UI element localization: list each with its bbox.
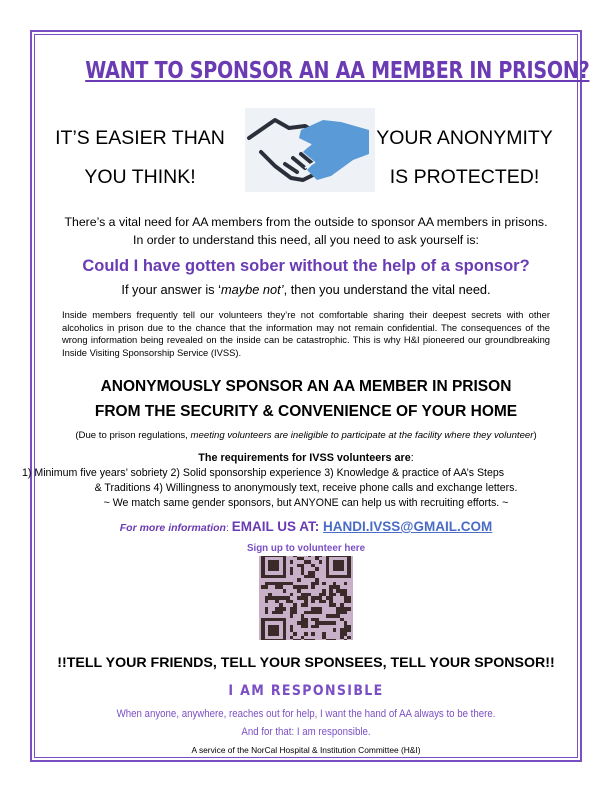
tell-friends-banner: !!TELL YOUR FRIENDS, TELL YOUR SPONSEES, TELL YOUR SPONSOR!! [57, 655, 555, 671]
qr-module [347, 639, 351, 640]
key-question: Could I have gotten sober without the help of a sponsor? [82, 257, 530, 275]
requirements-heading [40, 452, 572, 464]
intro-line1: There’s a vital need for AA members from the outside to sponsor AA members in prisons. [64, 215, 548, 229]
answer-line [40, 282, 572, 297]
right-tagline-line2: IS PROTECTED! [389, 166, 540, 188]
regulation-before: (Due to prison regulations, [75, 430, 191, 441]
page-title: WANT TO SPONSOR AN AA MEMBER IN PRISON? [85, 58, 590, 84]
requirements-line2: & Traditions 4) Willingness to anonymously text, receive phone calls and exchange letters. [94, 482, 518, 494]
requirements-line3: ~ We match same gender sponsors, but ANYONE can help us with recruiting efforts. ~ [103, 497, 509, 509]
email-link[interactable]: HANDI.IVSS@GMAIL.COM [323, 519, 493, 534]
responsible-line2: And for that: I am responsible. [241, 726, 371, 738]
regulation-after: ) [533, 430, 537, 441]
footer-credit: A service of the NorCal Hospital & Institution Committee (H&I) [191, 745, 421, 755]
signup-label: Sign up to volunteer here [246, 543, 366, 554]
regulation-emph: meeting volunteers are ineligible to participate at the facility where they volunteer [190, 430, 534, 441]
regulation-note [40, 430, 572, 441]
responsible-line1: When anyone, anywhere, reaches out for help, I want the hand of AA always to be there. [116, 708, 496, 720]
requirements-line1: 1) Minimum five years’ sobriety 2) Solid sponsorship experience 3) Knowledge & practice of AA’s Steps [22, 467, 505, 479]
headline-line2: FROM THE SECURITY & CONVENIENCE OF YOUR HOME [94, 403, 518, 420]
left-tagline-line1: IT’S EASIER THAN [55, 127, 225, 149]
headline-line1: ANONYMOUSLY SPONSOR AN AA MEMBER IN PRISON [100, 378, 512, 395]
requirements-heading-suffix: : [410, 452, 414, 464]
explanation-paragraph: Inside members frequently tell our volunteers they’re not comfortable sharing their deepest secrets with other alcoholics in prison due to the chance that the information may not remain confidential. The consequences of the wrong information being revealed on the inside can be catastrophic. This is why H&I pioneered our groundbreaking Inside Visiting Sponsorship Service (IVSS). [62, 309, 550, 358]
answer-after: , then you understand the vital need. [283, 282, 491, 297]
intro-line2: In order to understand this need, all you need to ask yourself is: [133, 233, 479, 247]
contact-line [40, 518, 572, 536]
contact-colon: : [225, 522, 232, 534]
handshake-icon [245, 108, 375, 192]
answer-before: If your answer is ‘ [121, 282, 221, 297]
answer-emph: maybe not’ [220, 282, 284, 297]
qr-code[interactable] [259, 556, 353, 640]
responsible-title: I AM RESPONSIBLE [228, 683, 384, 699]
email-prefix: EMAIL US AT: [231, 519, 324, 534]
left-tagline-line2: YOU THINK! [84, 166, 196, 188]
right-tagline-line1: YOUR ANONYMITY [376, 127, 553, 149]
requirements-heading-text: The requirements for IVSS volunteers are [198, 452, 411, 464]
contact-label: For more information [119, 522, 226, 534]
